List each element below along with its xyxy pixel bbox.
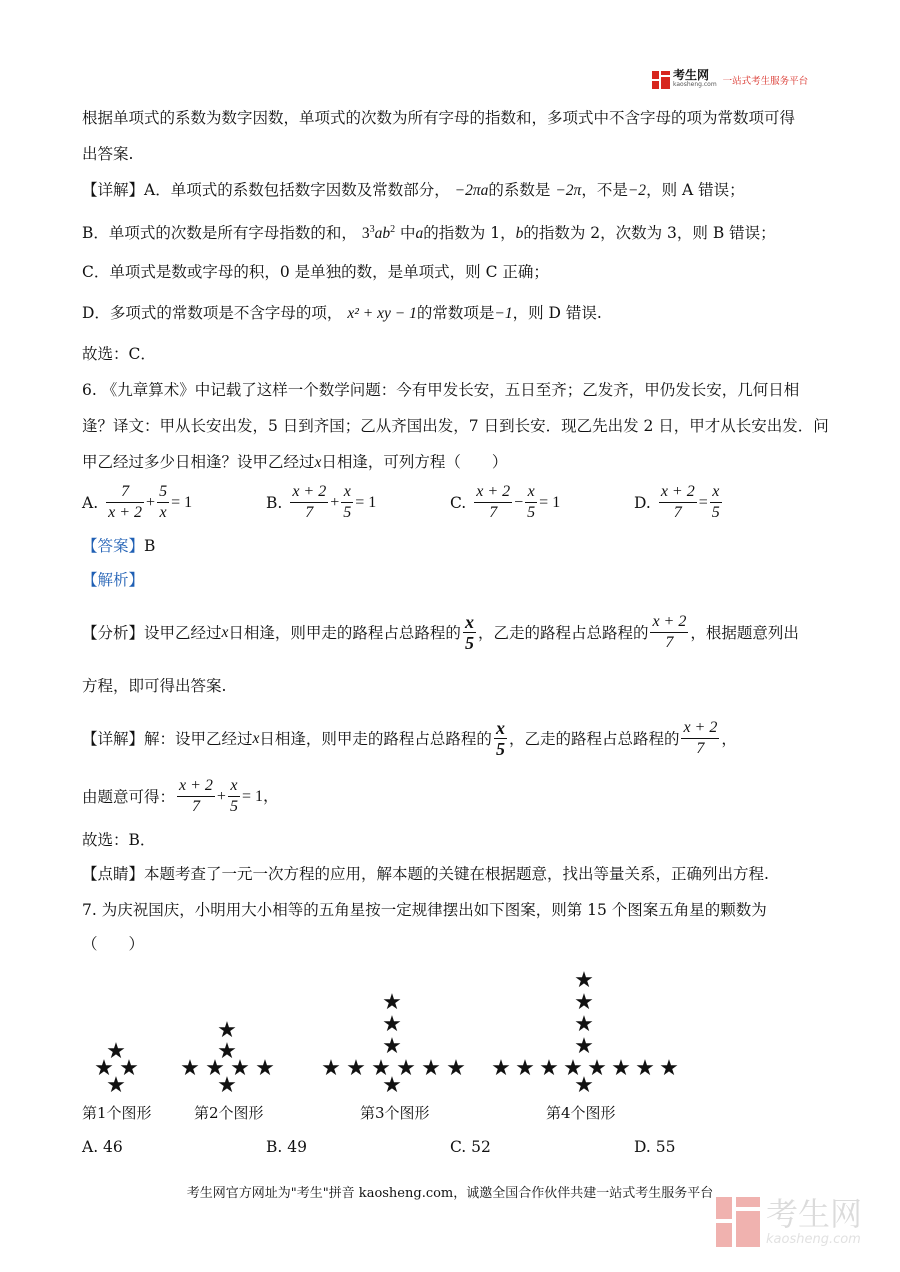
text: 的系数是 xyxy=(488,181,551,199)
star-icon: ★ xyxy=(321,1056,341,1081)
fraction xyxy=(474,482,512,523)
denominator: 5 xyxy=(527,504,536,521)
denominator: 5 xyxy=(229,798,238,815)
star-icon: ★ xyxy=(382,1034,402,1059)
option-label: A. xyxy=(82,493,99,512)
footer-text: 考生网官方网址为"考生"拼音 kaosheng.com，诚邀全国合作伙伴共建一站式考生服务平台 xyxy=(186,1186,714,1201)
fraction xyxy=(463,612,476,653)
q5-option-a-explain xyxy=(82,180,745,201)
fraction xyxy=(681,718,719,759)
kaosheng-logo-icon xyxy=(652,71,670,89)
star-icon: ★ xyxy=(119,1056,139,1081)
text: A．单项式的系数包括数字因数及常数部分， xyxy=(144,181,450,199)
q6-option-a[interactable] xyxy=(82,482,192,523)
text: 的指数为 2，次数为 3，则 B 错误； xyxy=(523,224,776,243)
var: a xyxy=(415,225,424,243)
operator: + xyxy=(330,493,340,511)
star-icon: ★ xyxy=(611,1056,631,1081)
q5-analysis-line1: 根据单项式的系数为数字因数，单项式的次数为所有字母的指数和，多项式中不含字母的项为常数项可得 xyxy=(82,109,796,127)
star-icon: ★ xyxy=(574,1012,594,1037)
var: b xyxy=(382,225,391,243)
q5-option-c-explain: C．单项式是数或字母的积，0 是单独的数，是单项式，则 C 正确； xyxy=(82,263,549,281)
star-icon: ★ xyxy=(515,1056,535,1081)
q7-stem-line1: 7. 为庆祝国庆，小明用大小相等的五角星按一定规律摆出如下图案，则第 15 个图案五角星的颗数为 xyxy=(82,901,767,919)
star-icon: ★ xyxy=(574,990,594,1015)
q6-option-b[interactable] xyxy=(266,482,376,523)
detail-tag: 【详解】 xyxy=(82,181,145,199)
fraction xyxy=(177,776,215,817)
watermark-name: 考生网 xyxy=(766,1195,863,1233)
star-icon: ★ xyxy=(230,1056,250,1081)
star-icon: ★ xyxy=(421,1056,441,1081)
rhs: = 1 xyxy=(171,493,193,511)
figure-caption-1: 第1个图形 xyxy=(82,1104,152,1122)
star-icon: ★ xyxy=(106,1039,126,1064)
star-icon: ★ xyxy=(659,1056,679,1081)
star-icon: ★ xyxy=(574,1073,594,1098)
option-label: D. xyxy=(634,493,651,512)
numerator: x xyxy=(495,718,505,738)
star-icon: ★ xyxy=(205,1056,225,1081)
q6-option-c[interactable] xyxy=(450,482,560,523)
var: x xyxy=(252,729,260,747)
answer-tag: 【答案】 xyxy=(82,537,145,555)
fraction xyxy=(650,612,688,653)
text: 日相逢，则甲走的路程占总路程的 xyxy=(228,623,461,642)
denominator: 5 xyxy=(711,504,720,521)
q6-fenxi-line1 xyxy=(82,612,799,653)
q7-option-a[interactable]: A. 46 xyxy=(82,1138,123,1156)
q6-option-d[interactable] xyxy=(634,482,724,523)
math-expr: x² + xy − 1 xyxy=(347,305,417,322)
star-icon: ★ xyxy=(382,1073,402,1098)
q5-option-d-explain xyxy=(82,303,602,324)
numerator: x xyxy=(464,612,474,632)
denominator: 7 xyxy=(489,504,498,521)
text: 由题意可得： xyxy=(82,787,176,806)
fraction xyxy=(157,482,169,523)
star-icon: ★ xyxy=(106,1073,126,1098)
math-expr: −2 xyxy=(627,182,647,199)
q6-fenxi-line2: 方程，即可得出答案. xyxy=(82,677,227,695)
star-icon: ★ xyxy=(491,1056,511,1081)
star-icon: ★ xyxy=(382,1012,402,1037)
denominator: 7 xyxy=(673,504,682,521)
q5-choose: 故选：C． xyxy=(82,345,156,363)
numerator: x + 2 xyxy=(290,482,328,503)
text: ， xyxy=(721,729,737,748)
text: 解：设甲乙经过 xyxy=(144,729,253,748)
star-icon: ★ xyxy=(446,1056,466,1081)
numerator: x + 2 xyxy=(474,482,512,503)
figure-caption-2: 第2个图形 xyxy=(194,1104,264,1122)
numerator: x xyxy=(525,482,537,503)
text: ，乙走的路程占总路程的 xyxy=(508,729,680,748)
var: x xyxy=(221,623,229,641)
denominator: 7 xyxy=(696,740,705,757)
detail-tag: 【详解】 xyxy=(82,729,145,748)
q6-stem-line1: 6. 《九章算术》中记载了这样一个数学问题：今有甲发长安，五日至齐；乙发齐，甲仍发长安，几何日相 xyxy=(82,381,800,399)
figure-caption-4: 第4个图形 xyxy=(546,1104,616,1122)
q7-option-c[interactable]: C. 52 xyxy=(450,1138,491,1156)
exp: 3 xyxy=(369,224,375,235)
text: 中 xyxy=(400,224,416,243)
star-icon: ★ xyxy=(574,1034,594,1059)
var: x xyxy=(314,454,322,471)
numerator: x + 2 xyxy=(650,612,688,633)
operator: − xyxy=(514,493,524,511)
denominator: 5 xyxy=(343,504,352,521)
rhs: = 1 xyxy=(539,493,561,511)
math-expr: −2πa xyxy=(454,182,489,199)
q6-dianjing xyxy=(82,864,769,884)
numerator: x + 2 xyxy=(659,482,697,503)
fraction xyxy=(228,776,240,817)
q5-option-b-explain xyxy=(82,220,776,244)
q6-answer xyxy=(82,536,155,556)
operator: + xyxy=(146,493,156,511)
numerator: x + 2 xyxy=(177,776,215,797)
star-icon: ★ xyxy=(563,1056,583,1081)
operator: = xyxy=(698,493,708,511)
denominator: 7 xyxy=(191,798,200,815)
logo-sub: kaosheng.com xyxy=(673,81,717,88)
numerator: x xyxy=(228,776,240,797)
fenxi-tag: 【分析】 xyxy=(82,623,145,642)
text: 的常数项是 xyxy=(416,304,495,322)
star-icon: ★ xyxy=(635,1056,655,1081)
math-expr: −2π xyxy=(555,182,582,199)
star-icon: ★ xyxy=(94,1056,114,1081)
operator: + xyxy=(216,787,226,805)
text: D．多项式的常数项是不含字母的项， xyxy=(82,304,343,322)
watermark-sub: kaosheng.com xyxy=(766,1232,861,1247)
math-expr xyxy=(362,225,395,242)
text: ，根据题意列出 xyxy=(690,623,799,642)
fraction xyxy=(341,482,353,523)
rhs: = 1， xyxy=(241,787,279,805)
fraction xyxy=(290,482,328,523)
kaosheng-watermark-icon xyxy=(716,1197,760,1247)
denominator: x + 2 xyxy=(108,504,143,521)
q7-option-b[interactable]: B. 49 xyxy=(266,1138,307,1156)
q6-equation xyxy=(82,776,279,817)
text: ，乙走的路程占总路程的 xyxy=(477,623,649,642)
q6-choose: 故选：B． xyxy=(82,831,156,849)
star-icon: ★ xyxy=(255,1056,275,1081)
star-icon: ★ xyxy=(180,1056,200,1081)
fraction xyxy=(710,482,722,523)
figure-caption-3: 第3个图形 xyxy=(360,1104,430,1122)
math-expr: −1 xyxy=(494,305,513,322)
numerator: 5 xyxy=(157,482,169,503)
star-icon: ★ xyxy=(382,990,402,1015)
star-icon: ★ xyxy=(371,1056,391,1081)
text: B．单项式的次数是所有字母指数的和， xyxy=(82,224,357,243)
text: 日相逢，则甲走的路程占总路程的 xyxy=(259,729,492,748)
text: 甲乙经过多少日相逢？设甲乙经过 xyxy=(82,453,315,471)
text: ，则 A 错误； xyxy=(646,181,745,199)
fraction xyxy=(106,482,144,523)
text: 日相逢，可列方程（ ） xyxy=(321,453,508,471)
text: 的指数为 1， xyxy=(423,224,516,243)
option-label: C. xyxy=(450,493,467,512)
numerator: x xyxy=(341,482,353,503)
star-icon: ★ xyxy=(346,1056,366,1081)
exp: 2 xyxy=(390,224,396,235)
text: ，不是 xyxy=(581,181,628,199)
denominator: 7 xyxy=(305,504,314,521)
text: 本题考查了一元一次方程的应用，解本题的关键在根据题意，找出等量关系，正确列出方程. xyxy=(144,865,769,883)
option-label: B. xyxy=(266,493,283,512)
star-icon: ★ xyxy=(217,1073,237,1098)
logo-name: 考生网 xyxy=(673,68,710,82)
var: a xyxy=(374,225,383,243)
dianjing-tag: 【点睛】 xyxy=(82,865,145,883)
q6-stem-line2: 逢？译文：甲从长安出发，5 日到齐国；乙从齐国出发，7 日到长安．现乙先出发 2 日，甲才从长安出发．问 xyxy=(82,417,829,435)
star-icon: ★ xyxy=(217,1018,237,1043)
denominator: 7 xyxy=(665,634,674,651)
var: b xyxy=(515,225,524,243)
text: ，则 D 错误. xyxy=(512,304,602,322)
coef: 3 xyxy=(361,225,370,243)
star-icon: ★ xyxy=(396,1056,416,1081)
star-icon: ★ xyxy=(217,1039,237,1064)
header-logo xyxy=(652,70,808,90)
q6-stem-line3 xyxy=(82,452,507,473)
fraction xyxy=(659,482,697,523)
fraction xyxy=(494,718,507,759)
numerator: x + 2 xyxy=(681,718,719,739)
logo-slogan: 一站式考生服务平台 xyxy=(722,76,809,87)
q7-stem-line2: （ ） xyxy=(82,935,145,953)
answer-value: B xyxy=(144,537,156,555)
q7-option-d[interactable]: D. 55 xyxy=(634,1138,676,1156)
star-icon: ★ xyxy=(539,1056,559,1081)
fraction xyxy=(525,482,537,523)
star-icon: ★ xyxy=(574,968,594,993)
numerator: x xyxy=(710,482,722,503)
denominator: 5 xyxy=(464,633,474,653)
star-icon: ★ xyxy=(587,1056,607,1081)
denominator: x xyxy=(159,504,167,521)
numerator: 7 xyxy=(106,482,144,503)
q6-detail-line1 xyxy=(82,718,737,759)
text: 设甲乙经过 xyxy=(144,623,222,642)
watermark xyxy=(716,1196,862,1247)
q5-analysis-line2: 出答案. xyxy=(82,145,134,163)
q6-jiexi-tag: 【解析】 xyxy=(82,571,145,589)
rhs: = 1 xyxy=(355,493,377,511)
denominator: 5 xyxy=(495,739,505,759)
